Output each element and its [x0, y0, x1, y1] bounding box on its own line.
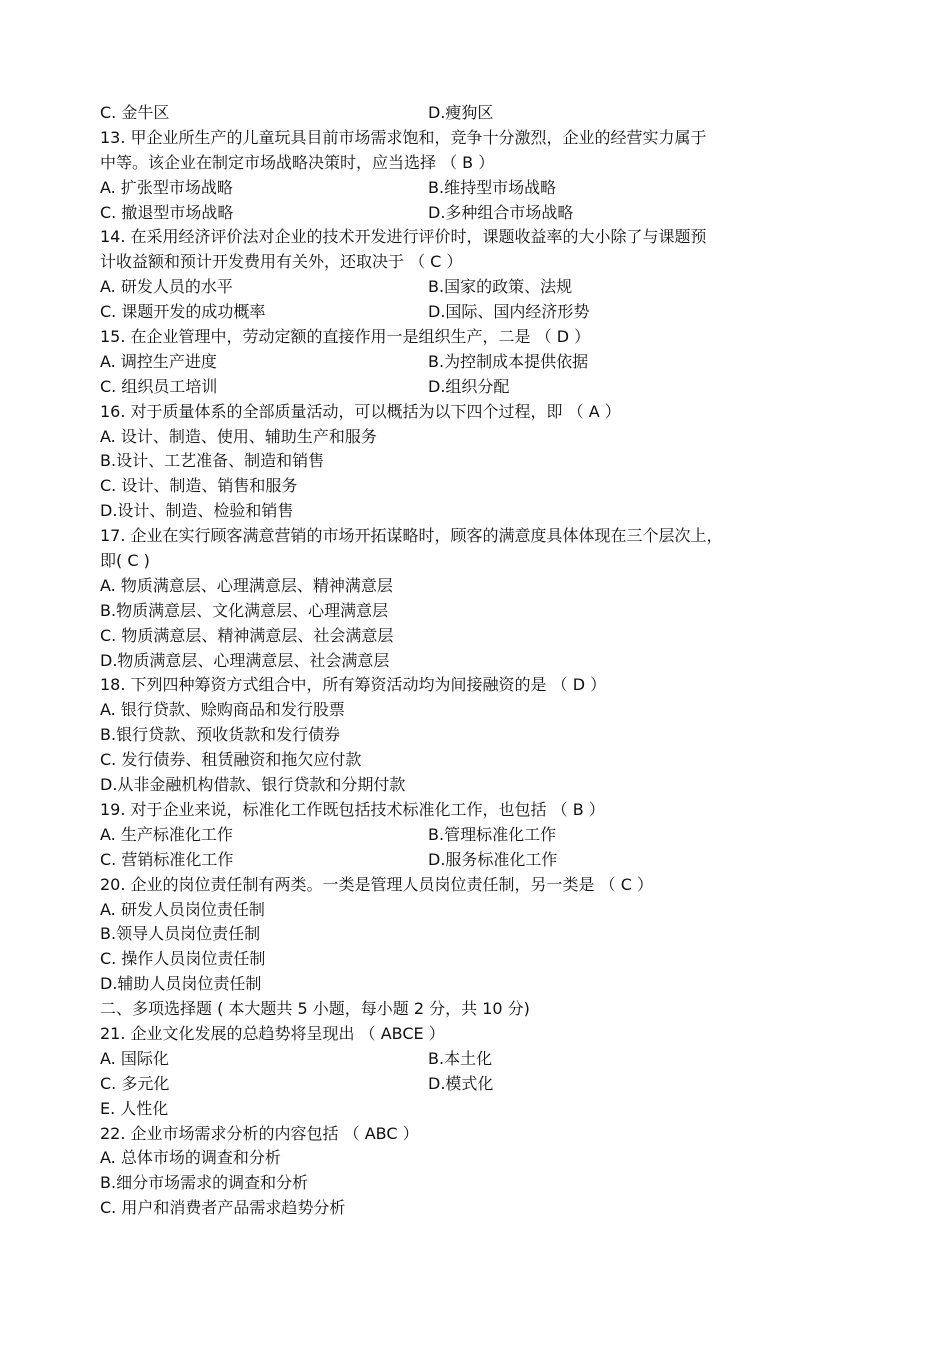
option-pair-line	[100, 375, 800, 400]
text-line: D.设计、制造、检验和销售	[100, 501, 294, 521]
text-line: C. 操作人员岗位责任制	[100, 949, 266, 969]
text-line: 14. 在采用经济评价法对企业的技术开发进行评价时，课题收益率的大小除了与课题预	[100, 227, 707, 247]
text-line: A. 研发人员岗位责任制	[100, 899, 265, 919]
text-line: B.银行贷款、预收货款和发行债券	[100, 725, 341, 745]
option-pair-line	[100, 275, 800, 300]
text-line: 20. 企业的岗位责任制有两类。一类是管理人员岗位责任制，另一类是 （ C ）	[100, 874, 653, 894]
text-line: C. 物质满意层、精神满意层、社会满意层	[100, 625, 394, 645]
text-line: 21. 企业文化发展的总趋势将呈现出 （ ABCE ）	[100, 1023, 445, 1043]
text-line: C. 设计、制造、销售和服务	[100, 476, 298, 496]
text-line: B.领导人员岗位责任制	[100, 924, 261, 944]
text-line: C. 发行债券、租赁融资和拖欠应付款	[100, 750, 362, 770]
text-line: 18. 下列四种筹资方式组合中，所有筹资活动均为间接融资的是 （ D ）	[100, 675, 607, 695]
text-line: A. 银行贷款、赊购商品和发行股票	[100, 700, 345, 720]
text-line: D.辅助人员岗位责任制	[100, 974, 262, 994]
option-pair-line	[100, 176, 800, 201]
document-page	[100, 101, 800, 1221]
text-line: A. 设计、制造、使用、辅助生产和服务	[100, 426, 377, 446]
option-left: A. 国际化	[100, 1048, 169, 1068]
text-line: 即( C )	[100, 551, 150, 571]
option-left: C. 多元化	[100, 1073, 170, 1093]
text-line: 15. 在企业管理中，劳动定额的直接作用一是组织生产，二是 （ D ）	[100, 327, 591, 347]
option-pair-line	[100, 300, 800, 325]
text-line: 22. 企业市场需求分析的内容包括 （ ABC ）	[100, 1123, 419, 1143]
option-left: C. 营销标准化工作	[100, 849, 234, 869]
option-right: B.维持型市场战略	[428, 177, 557, 197]
text-line: C. 用户和消费者产品需求趋势分析	[100, 1198, 346, 1218]
option-pair-line	[100, 201, 800, 226]
option-right: B.管理标准化工作	[428, 824, 557, 844]
option-right: B.国家的政策、法规	[428, 277, 573, 297]
option-left: A. 扩张型市场战略	[100, 177, 233, 197]
text-line: B.设计、工艺准备、制造和销售	[100, 451, 325, 471]
text-line: 计收益额和预计开发费用有关外，还取决于 （ C ）	[100, 252, 463, 272]
text-line: 16. 对于质量体系的全部质量活动，可以概括为以下四个过程，即 （ A ）	[100, 401, 621, 421]
option-right: D.多种组合市场战略	[428, 202, 574, 222]
option-left: A. 生产标准化工作	[100, 824, 233, 844]
option-left: C. 撤退型市场战略	[100, 202, 234, 222]
text-line: A. 物质满意层、心理满意层、精神满意层	[100, 575, 393, 595]
option-right: D.国际、国内经济形势	[428, 302, 590, 322]
option-left: C. 组织员工培训	[100, 376, 218, 396]
text-line: 中等。该企业在制定市场战略决策时，应当选择 （ B ）	[100, 152, 495, 172]
text-line: 二、多项选择题 ( 本大题共 5 小题，每小题 2 分，共 10 分)	[100, 999, 530, 1019]
text-line: 19. 对于企业来说，标准化工作既包括技术标准化工作，也包括 （ B ）	[100, 799, 605, 819]
option-right: D.组织分配	[428, 376, 510, 396]
text-line: D.物质满意层、心理满意层、社会满意层	[100, 650, 390, 670]
option-pair-line	[100, 823, 800, 848]
option-pair-line	[100, 1047, 800, 1072]
option-left: A. 研发人员的水平	[100, 277, 233, 297]
text-line: 17. 企业在实行顾客满意营销的市场开拓谋略时，顾客的满意度具体体现在三个层次上，	[100, 526, 723, 546]
text-line: D.从非金融机构借款、银行贷款和分期付款	[100, 775, 406, 795]
option-pair-line	[100, 848, 800, 873]
text-line: A. 总体市场的调查和分析	[100, 1148, 281, 1168]
text-line: B.细分市场需求的调查和分析	[100, 1173, 309, 1193]
text-line: E. 人性化	[100, 1098, 169, 1118]
option-pair-line	[100, 350, 800, 375]
option-left: C. 课题开发的成功概率	[100, 302, 266, 322]
text-line: 13. 甲企业所生产的儿童玩具目前市场需求饱和，竞争十分激烈，企业的经营实力属于	[100, 127, 707, 147]
option-pair-line	[100, 101, 800, 126]
option-right: D.瘦狗区	[428, 103, 494, 122]
option-right: D.模式化	[428, 1073, 494, 1093]
option-left: A. 调控生产进度	[100, 351, 217, 371]
option-left: C. 金牛区	[100, 103, 170, 122]
text-line: B.物质满意层、文化满意层、心理满意层	[100, 600, 389, 620]
option-right: D.服务标准化工作	[428, 849, 558, 869]
option-right: B.本土化	[428, 1048, 493, 1068]
option-right: B.为控制成本提供依据	[428, 351, 589, 371]
option-pair-line	[100, 1072, 800, 1097]
